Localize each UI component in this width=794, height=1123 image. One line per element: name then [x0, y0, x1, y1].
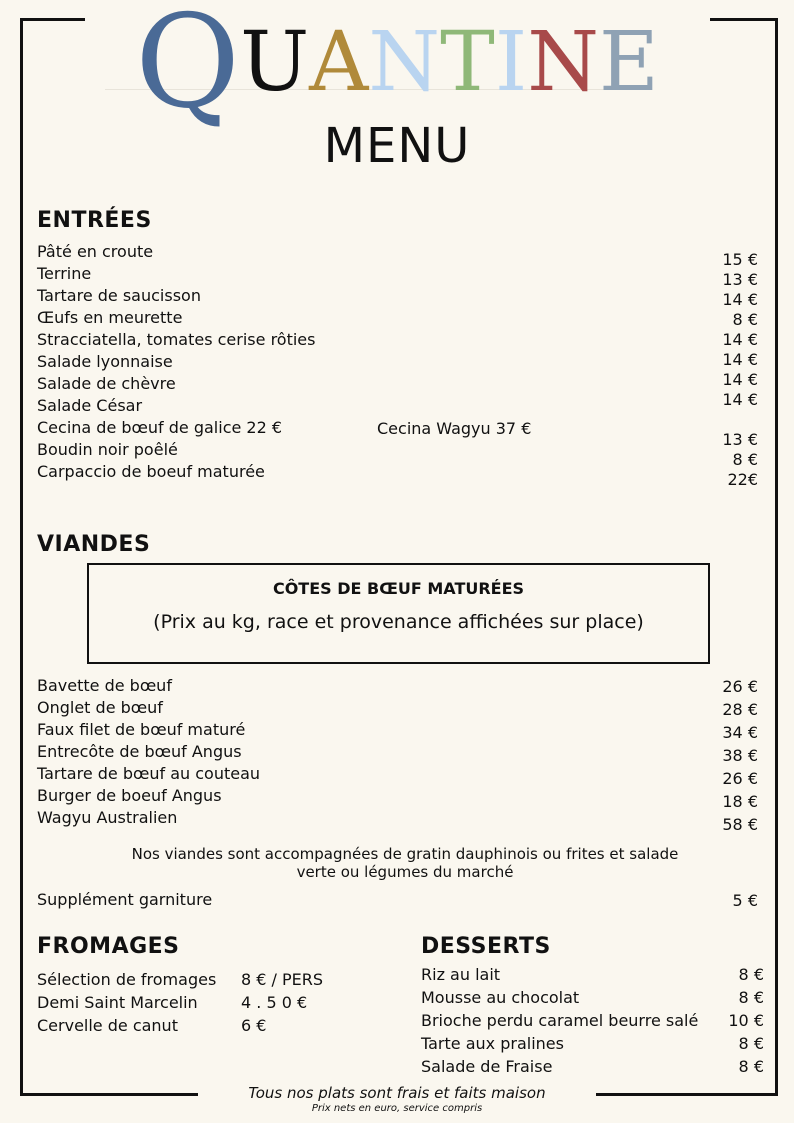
viande-price: 28 €	[722, 700, 758, 719]
fromages-heading: FROMAGES	[37, 934, 180, 959]
entree-price: 8 €	[732, 310, 758, 329]
fromage-price: 8 € / PERS	[241, 970, 324, 989]
viande-item: Onglet de bœuf	[37, 698, 163, 717]
fromage-name: Sélection de fromages	[37, 970, 217, 989]
viande-price: 18 €	[722, 792, 758, 811]
entree-price: 14 €	[722, 330, 758, 349]
dessert-name: Brioche perdu caramel beurre salé	[421, 1011, 699, 1030]
entrees-extra-item: Cecina Wagyu 37 €	[377, 419, 532, 438]
viande-item: Bavette de bœuf	[37, 676, 172, 695]
entree-item: Salade lyonnaise	[37, 352, 173, 371]
dessert-price: 8 €	[738, 1034, 764, 1053]
menu-title: MENU	[323, 118, 471, 174]
viande-item: Tartare de bœuf au couteau	[37, 764, 261, 783]
dessert-name: Tarte aux pralines	[421, 1034, 564, 1053]
entree-price: 14 €	[722, 370, 758, 389]
fromage-price: 6 €	[241, 1016, 267, 1035]
dessert-price: 8 €	[738, 965, 764, 984]
entree-item: Terrine	[37, 264, 92, 283]
viande-price: 58 €	[722, 815, 758, 834]
viandes-note-line1: Nos viandes sont accompagnées de gratin dauphinois ou frites et salade	[131, 845, 679, 863]
entree-price: 14 €	[722, 390, 758, 409]
entree-item: Œufs en meurette	[37, 308, 183, 327]
entree-item: Boudin noir poêlé	[37, 440, 178, 459]
entree-price: 13 €	[722, 430, 758, 449]
entree-price: 14 €	[722, 290, 758, 309]
footer-line1: Tous nos plats sont frais et faits maison	[248, 1084, 546, 1102]
logo	[0, 0, 794, 137]
logo-letter: T	[440, 15, 495, 110]
entree-price: 22€	[727, 470, 758, 489]
logo-letter: A	[309, 15, 369, 110]
entree-price: 8 €	[732, 450, 758, 469]
logo-letter: U	[240, 15, 310, 110]
entree-item: Salade César	[37, 396, 143, 415]
supplement-price: 5 €	[732, 891, 758, 910]
viande-price: 26 €	[722, 769, 758, 788]
viande-price: 26 €	[722, 677, 758, 696]
viande-item: Faux filet de bœuf maturé	[37, 720, 246, 739]
fromage-name: Demi Saint Marcelin	[37, 993, 198, 1012]
viande-item: Wagyu Australien	[37, 808, 178, 827]
frame-right	[775, 18, 778, 1096]
box-title: CÔTES DE BŒUF MATURÉES	[272, 579, 525, 598]
entree-price: 13 €	[722, 270, 758, 289]
frame-left	[20, 18, 23, 1096]
entrees-heading: ENTRÉES	[37, 208, 152, 233]
entree-item: Cecina de bœuf de galice 22 €	[37, 418, 283, 437]
dessert-name: Salade de Fraise	[421, 1057, 553, 1076]
logo-letter: E	[599, 15, 659, 110]
desserts-heading: DESSERTS	[421, 934, 551, 959]
entree-item: Stracciatella, tomates cerise rôties	[37, 330, 316, 349]
dessert-name: Riz au lait	[421, 965, 501, 984]
entree-price: 14 €	[722, 350, 758, 369]
entree-item: Salade de chèvre	[37, 374, 176, 393]
entree-item: Carpaccio de boeuf maturée	[37, 462, 265, 481]
logo-letter: I	[494, 15, 528, 110]
dessert-price: 10 €	[728, 1011, 764, 1030]
logo-letter: Q	[135, 0, 241, 137]
viande-price: 34 €	[722, 723, 758, 742]
viande-price: 38 €	[722, 746, 758, 765]
fromage-price: 4 . 5 0 €	[241, 993, 308, 1012]
entree-item: Tartare de saucisson	[37, 286, 201, 305]
supplement-label: Supplément garniture	[37, 890, 213, 909]
box-subtitle: (Prix au kg, race et provenance affichées sur place)	[153, 611, 644, 633]
dessert-price: 8 €	[738, 988, 764, 1007]
entree-price: 15 €	[722, 250, 758, 269]
viande-item: Entrecôte de bœuf Angus	[37, 742, 242, 761]
cotes-de-boeuf-box	[87, 563, 710, 664]
viandes-note-line2: verte ou légumes du marché	[296, 863, 514, 881]
entree-item: Pâté en croute	[37, 242, 154, 261]
viande-item: Burger de boeuf Angus	[37, 786, 222, 805]
footer-line2: Prix nets en euro, service compris	[311, 1103, 483, 1114]
fromage-name: Cervelle de canut	[37, 1016, 178, 1035]
dessert-price: 8 €	[738, 1057, 764, 1076]
logo-letter: N	[368, 15, 441, 110]
logo-letter: N	[527, 15, 599, 110]
viandes-heading: VIANDES	[37, 532, 151, 557]
dessert-name: Mousse au chocolat	[421, 988, 580, 1007]
